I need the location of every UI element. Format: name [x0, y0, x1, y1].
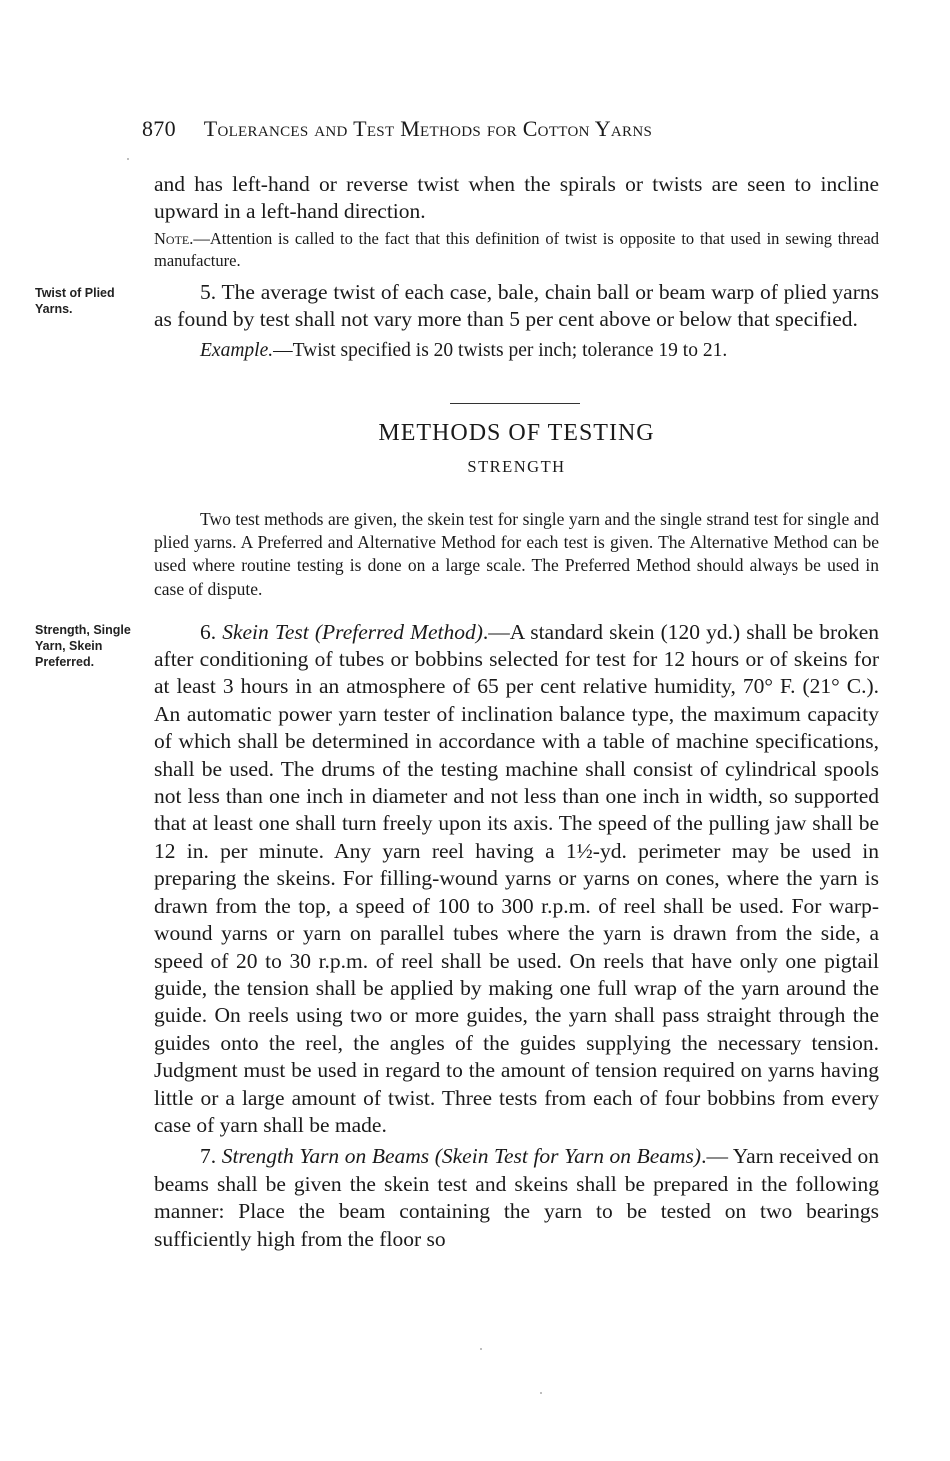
example-text: —Twist specified is 20 twists per inch; tolerance 19 to 21.	[273, 339, 728, 361]
para6-title-b: (Preferred Method)	[314, 619, 483, 644]
page-number: 870	[142, 116, 176, 141]
para7-title-a: Strength Yarn on Beams	[221, 1144, 430, 1169]
scan-speck	[480, 1348, 482, 1350]
note-text: —Attention is called to the fact that this definition of twist is opposite to that used in sewing thread manufacture.	[154, 228, 879, 271]
running-header	[142, 116, 882, 142]
section-heading: METHODS OF TESTING	[378, 420, 655, 446]
margin-note-twist: Twist of Plied Yarns.	[35, 286, 115, 316]
margin-note-strength: Strength, Single Yarn, Skein Preferred.	[35, 623, 131, 669]
example-paragraph	[154, 337, 879, 364]
example-label: Example.	[200, 339, 274, 361]
continuation-paragraph: and has left-hand or reverse twist when the spirals or twists are seen to incline upward in a left-hand direction.	[154, 172, 879, 224]
para6-number: 6.	[200, 619, 223, 644]
scan-speck	[540, 1392, 542, 1394]
para6-title-a: Skein Test	[222, 619, 309, 644]
note-label: Note.	[154, 228, 194, 248]
para7-body: .— Yarn received on beams shall be given the skein test and skeins shall be prepared in the following manner: Place the beam containing the yarn to be tested on two bearings sufficiently high from the floor so	[154, 1144, 880, 1251]
paragraph-7	[154, 1143, 879, 1253]
section-subheading: STRENGTH	[467, 457, 566, 476]
scan-speck	[127, 158, 129, 160]
section-divider	[450, 403, 580, 404]
paragraph-5: 5. The average twist of each case, bale, chain ball or beam warp of plied yarns as found by test shall not vary more than 5 per cent above or below that specified.	[154, 279, 879, 332]
para7-title-b: (Skein Test for Yarn on Beams)	[434, 1144, 702, 1169]
para7-number: 7.	[200, 1144, 222, 1169]
methods-intro-paragraph: Two test methods are given, the skein test for single yarn and the single strand test for single and plied yarns. A Preferred and Alternative Method for each test is given. The Alternative Method can be used where routine testing is done on a large scale. The Preferred Method should always be used in case of dispute.	[154, 508, 879, 599]
para6-body: .—A standard skein (120 yd.) shall be broken after conditioning of tubes or bobbins selected for test for 12 hours or of skeins for at least 3 hours in an atmosphere of 65 per cent relative humidity, 70° F. (21° C.). An automatic power yarn tester of inclination balance type, the maximum capacity of which shall be determined in accordance with a table of machine specifications, shall be used. The drums of the testing machine shall consist of cylindrical spools not less than one inch in diameter and not less than one inch in width, so supported that at least one shall turn freely upon its axis. The speed of the pulling jaw shall be 12 in. per minute. Any yarn reel having a 1½-yd. perimeter may be used in preparing the skeins. For filling-wound yarns or yarns on cones, where the yarn is drawn from the top, a speed of 100 to 300 r.p.m. of reel shall be used. For warp-wound yarns or yarn on parallel tubes where the yarn is drawn from the side, a speed of 20 to 30 r.p.m. of reel shall be used. On reels that have only one pigtail guide, the tension shall be applied by making one full wrap of the yarn around the guide. On reels using two or more guides, the yarn shall pass straight through the guides onto the reel, the angles of the guides supplying the necessary tension. Judgment must be used in regard to the amount of tension required on yarns having little or a large amount of twist. Three tests from each of four bobbins from every case of yarn shall be made.	[154, 619, 879, 1137]
paragraph-6	[154, 619, 879, 1140]
methods-block	[154, 490, 879, 1253]
running-title: Tolerances and Test Methods for Cotton Yarns	[203, 116, 653, 141]
intro-block	[154, 171, 879, 364]
note-paragraph	[154, 228, 879, 273]
